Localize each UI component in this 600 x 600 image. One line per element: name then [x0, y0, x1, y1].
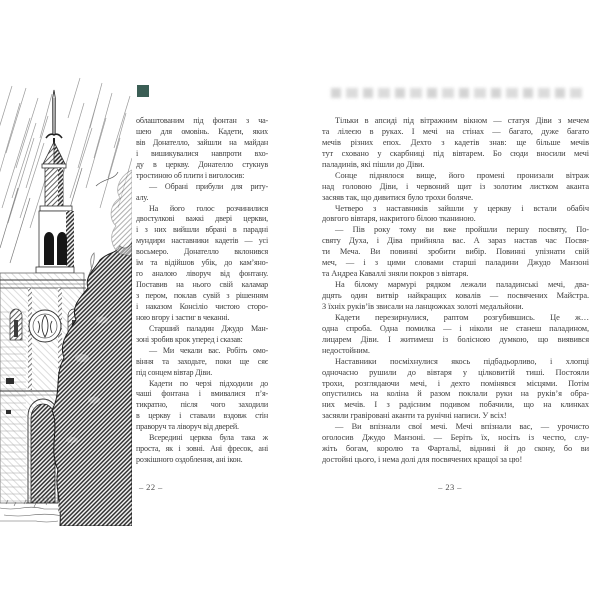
text-line: засяяв так, що дивитися було трохи боляче.: [322, 192, 474, 202]
text-line: лицарем Діви. І житимеш із болісною думкою, що виявився: [322, 334, 589, 344]
text-line: алу.: [136, 192, 149, 202]
text-line: і наказом Консіліо чистою сторо-: [136, 301, 268, 311]
rose-medallion: [29, 310, 61, 342]
text-line: тут сховано у скарбниці під вівтарем. Бо сюди вносили мечі: [322, 148, 589, 158]
text-line: ти Меча. Ви повинні зробити вибір. Повинні упізнати свій: [322, 247, 589, 257]
sword-finial-icon: [46, 90, 62, 144]
text-line: шею для омовінь. Кадети, яких: [136, 126, 268, 136]
text-line: — Пів року тому ви вже пройшли першу посвяту, По-: [335, 225, 589, 235]
text-line: проста, як і зовні. Ані фресок, ані: [136, 444, 268, 454]
text-line: На його голос розчинилися: [149, 203, 268, 213]
bleed-through-text: [331, 88, 585, 98]
text-line: Кадети по черзі підходили до: [149, 378, 268, 388]
text-line: оголосив Джудо Манзоні. — Беріть їх, носіть із честю, слу-: [322, 433, 589, 443]
right-page-text-column: [322, 116, 589, 466]
text-line: меч, — і з цими словами старші паладини Джудо Манзоні: [322, 258, 589, 268]
text-line: над головою Діви, і червоний щит із золотим листком аканта: [322, 181, 589, 191]
text-line: і з них вийшли вбрані в парадні: [136, 225, 268, 235]
text-line: го аналою ліворуч від фонтану.: [136, 269, 268, 279]
text-line: З їхніх руків’їв звисали на ланцюжках золоті медальйони.: [322, 301, 524, 311]
text-line: тикратно, після чого заходили: [136, 400, 268, 410]
text-line: Тільки в апсиді під вітражним вікном — статуя Діви з мечем: [335, 116, 589, 125]
text-line: ною вгору і застиг в чеканні.: [136, 312, 230, 322]
text-line: тростиною об плити і виголосив:: [136, 170, 245, 180]
text-line: мечів різних епох. Дехто з кадетів знав: ще більше мечів: [322, 137, 589, 147]
text-line: зоні зробив крок уперед і сказав:: [136, 334, 243, 344]
chapter-ornament-square: [137, 85, 149, 97]
text-line: опустились на коліна й разом поклали руки на руків’я обра-: [322, 389, 589, 399]
text-line: недостойним.: [322, 345, 370, 355]
text-line: з пером, поклав сувій з рішенням: [136, 291, 268, 300]
text-line: під сонцем вівтар Діви.: [136, 367, 213, 377]
text-line: і вишикувалися навпроти вхо-: [136, 148, 268, 158]
text-line: Четверо з наставників зайшли у церкву і встали обабіч: [335, 203, 589, 213]
text-line: — Обрані прибули для риту-: [149, 181, 268, 191]
text-line: — Ми чекали вас. Робіть омо-: [149, 345, 268, 355]
text-line: віння та заходьте, поки ще сяє: [136, 356, 268, 366]
text-line: одна спроба. Одна помилка — і ніколи не станеш паладином,: [322, 323, 589, 333]
text-line: розкішного оздоблення, ані ікон.: [136, 455, 243, 465]
left-page-number: – 22 –: [139, 482, 163, 492]
text-line: облаштованим під фонтан з ча-: [136, 116, 268, 125]
text-line: довгого вівтаря, накритого білою тканиною.: [322, 214, 476, 224]
right-page-number: – 23 –: [438, 482, 462, 492]
text-line: в церкву і ставали вздовж стін: [136, 411, 268, 421]
text-line: На білому мармурі рядком лежали паладинські мечі, два-: [335, 280, 589, 290]
text-line: вів Донателло, зайшли на майдан: [136, 137, 268, 147]
text-line: достойні цього, і нема долі для посвячених кращої за цю!: [322, 455, 523, 465]
text-line: та Андреа Каваллі зняли покров з вівтаря.: [322, 269, 469, 279]
church-illustration: [0, 58, 132, 526]
text-line: — Ви впізнали свої мечі. Мечі впізнали вас, — урочисто: [335, 422, 589, 432]
text-line: дцять один витвір найкращих ковалів — посвячених Майстра.: [322, 291, 589, 300]
text-line: чаші фонтана і вмивалися п’я-: [136, 389, 268, 399]
text-line: ду в церкву. Донателло стукнув: [136, 159, 268, 169]
text-line: одночасно рушили до вівтаря у цілковитій тиші. Постояли: [322, 367, 589, 377]
text-line: їм та відійшов убік, до кам’яно-: [136, 258, 268, 268]
text-line: трохи, розглядаючи мечі, і дехто помінявся місцями. Потім: [322, 378, 589, 388]
text-line: праворуч та ліворуч від дверей.: [136, 422, 239, 432]
text-line: жіть богам, королю та Фартальї, віднині й до скону, бо ви: [322, 444, 589, 454]
text-line: засяяли гравіровані аканти та рунічні написи. У всіх!: [322, 411, 507, 421]
text-line: Наставники посміхнулися якось підбадьорливо, і хлопці: [335, 356, 589, 366]
text-line: святу Духа, і Діва прийняла вас. А зараз настав час Посвя-: [322, 236, 589, 246]
left-page-text-column: [136, 116, 268, 466]
text-line: Поставив на нього свій каламар: [136, 280, 268, 290]
text-line: Кадети перезирнулися, раптом розгубившись. Це ж…: [335, 312, 589, 322]
text-line: Старший паладин Джудо Ман-: [149, 323, 268, 333]
text-line: Сонце піднялося вище, його промені пронизали вітраж: [335, 170, 589, 180]
text-line: них мечів. І з радісним подивом побачили, що на клинках: [322, 400, 589, 410]
text-line: восьмеро. Донателло вклонився: [136, 247, 268, 257]
text-line: паладинів, які пішли до Діви.: [322, 159, 425, 169]
text-line: мундири наставники кадетів — усі: [136, 236, 268, 246]
text-line: та лілеєю в руках. І мечі на стінах — багато, дуже багато: [322, 126, 589, 136]
text-line: Всередині церква була така ж: [149, 433, 268, 443]
text-line: двостулкові важкі двері церкви,: [136, 214, 268, 224]
